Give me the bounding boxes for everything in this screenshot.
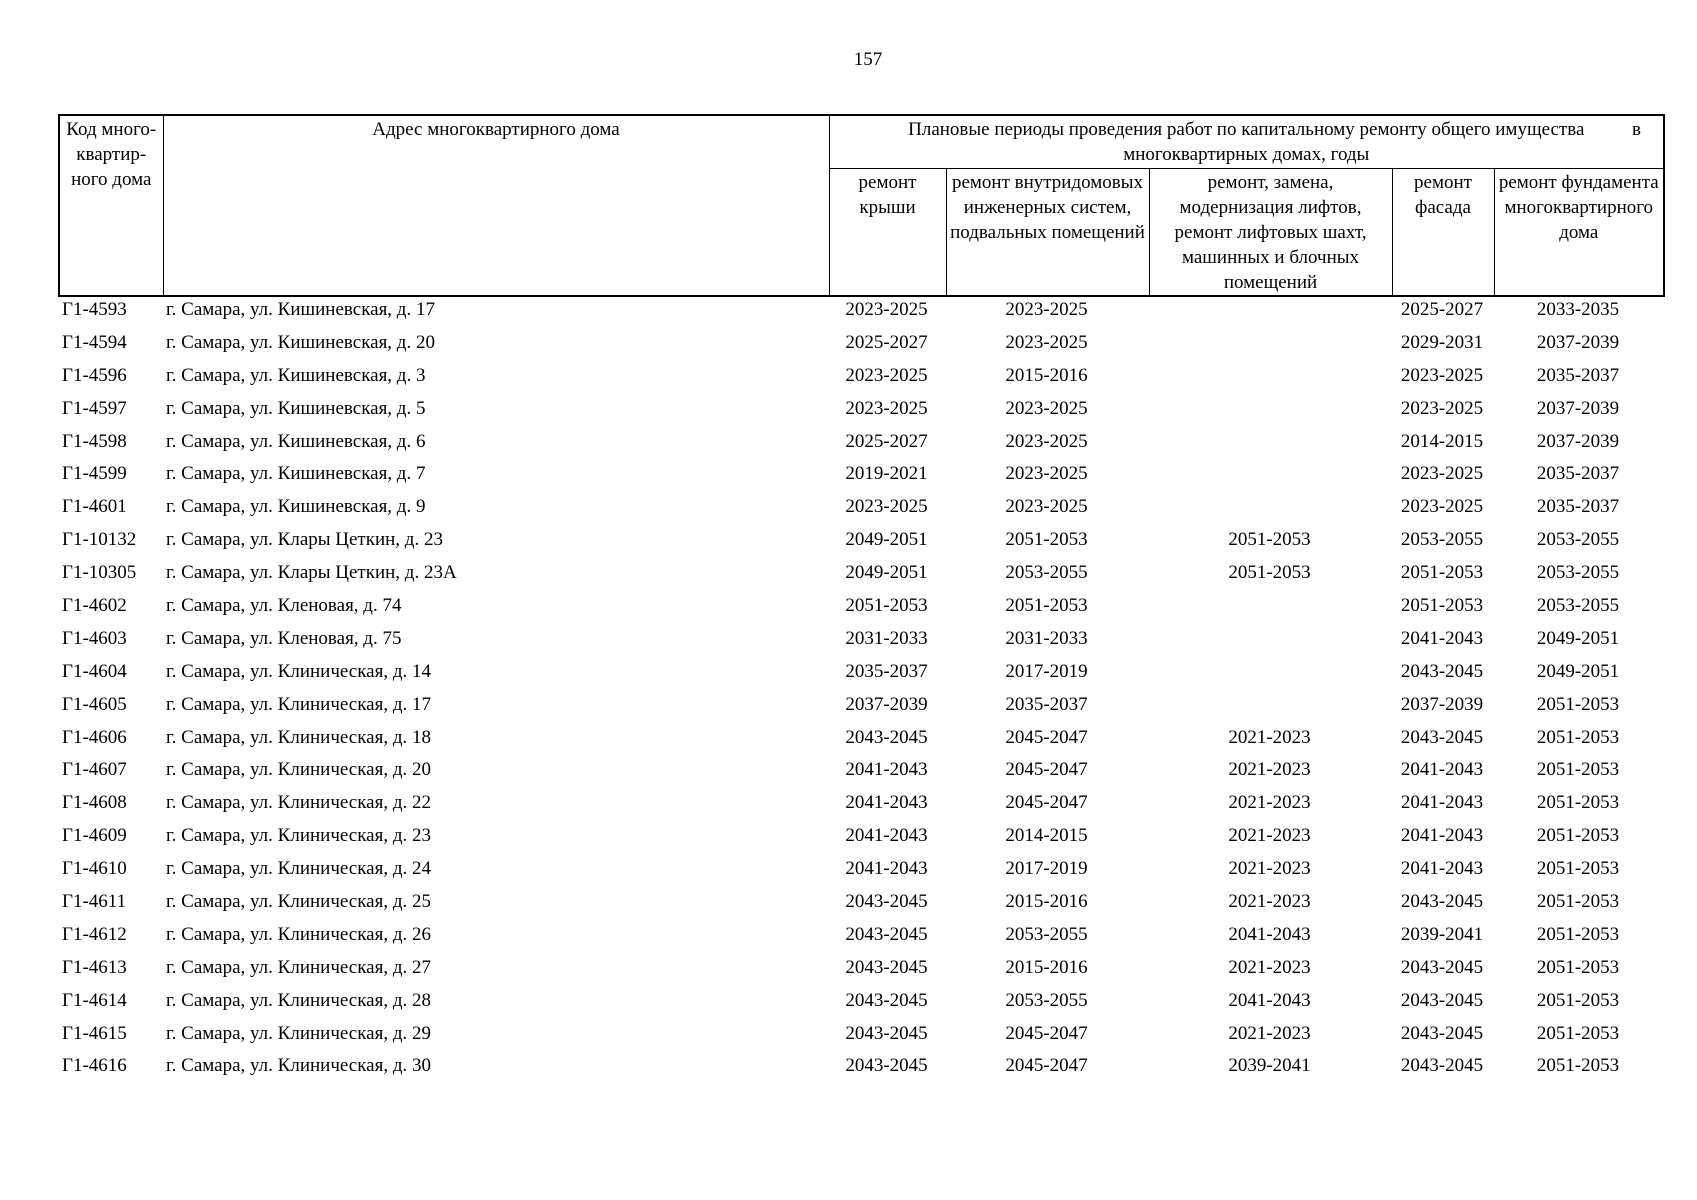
cell-facade: 2037-2039 [1400, 693, 1484, 715]
table-row [58, 557, 1663, 590]
header-roof: ремонт крыши [829, 168, 946, 296]
cell-engineering: 2023-2025 [1005, 430, 1088, 452]
cell-lift [1148, 327, 1391, 360]
cell-foundation: 2051-2053 [1536, 1055, 1620, 1077]
cell-lift [1148, 590, 1391, 623]
table-row [58, 722, 1663, 755]
cell-code: Г1-4605 [62, 693, 127, 715]
table-row [58, 590, 1663, 623]
cell-address: г. Самара, ул. Кишиневская, д. 6 [166, 430, 426, 452]
cell-code: Г1-4615 [62, 1022, 127, 1044]
cell-lift [1148, 360, 1391, 393]
table-row [58, 656, 1663, 689]
cell-foundation: 2035-2037 [1536, 463, 1620, 485]
cell-roof: 2049-2051 [845, 562, 928, 584]
table-header [58, 114, 1665, 297]
table-row [58, 360, 1663, 393]
table-row [58, 623, 1663, 656]
cell-facade: 2043-2045 [1400, 1055, 1484, 1077]
cell-engineering: 2045-2047 [1005, 1022, 1088, 1044]
cell-engineering: 2045-2047 [1005, 1055, 1088, 1077]
cell-address: г. Самара, ул. Кишиневская, д. 7 [166, 463, 426, 485]
cell-roof: 2037-2039 [845, 693, 928, 715]
cell-facade: 2041-2043 [1400, 759, 1484, 781]
cell-foundation: 2053-2055 [1536, 562, 1620, 584]
table-row [58, 985, 1663, 1018]
cell-roof: 2025-2027 [845, 331, 928, 353]
cell-lift: 2021-2023 [1228, 956, 1311, 978]
cell-roof: 2023-2025 [845, 397, 928, 419]
cell-facade: 2023-2025 [1400, 397, 1484, 419]
cell-lift: 2021-2023 [1228, 759, 1311, 781]
cell-lift [1148, 623, 1391, 656]
cell-address: г. Самара, ул. Клары Цеткин, д. 23А [166, 562, 457, 584]
cell-code: Г1-4597 [62, 397, 127, 419]
cell-engineering: 2035-2037 [1005, 693, 1088, 715]
header-facade: ремонт фасада [1392, 168, 1494, 296]
cell-code: Г1-4608 [62, 792, 127, 814]
cell-address: г. Самара, ул. Клиническая, д. 26 [166, 923, 431, 945]
cell-address: г. Самара, ул. Кишиневская, д. 9 [166, 496, 426, 518]
cell-foundation: 2033-2035 [1536, 299, 1620, 320]
cell-facade: 2041-2043 [1400, 792, 1484, 814]
header-lift: ремонт, замена, модернизация лифтов, ремонт лифтовых шахт, машинных и блочных помещений [1149, 168, 1392, 296]
cell-foundation: 2051-2053 [1536, 693, 1620, 715]
cell-foundation: 2051-2053 [1536, 858, 1620, 880]
cell-foundation: 2051-2053 [1536, 956, 1620, 978]
header-periods-title-line1: Плановые периоды проведения работ по капитальному ремонту общего имущества [908, 119, 1585, 140]
cell-code: Г1-4598 [62, 430, 127, 452]
table-row [58, 919, 1663, 952]
header-code: Код много-квартир-ного дома [59, 115, 163, 296]
cell-lift: 2051-2053 [1228, 562, 1311, 584]
cell-roof: 2023-2025 [845, 364, 928, 386]
cell-facade: 2041-2043 [1400, 627, 1484, 649]
header-periods-title [829, 115, 1664, 168]
cell-facade: 2025-2027 [1400, 299, 1484, 320]
table-body [58, 294, 1663, 1083]
cell-code: Г1-4606 [62, 726, 127, 748]
cell-foundation: 2049-2051 [1536, 660, 1620, 682]
table-row [58, 426, 1663, 459]
header-periods-title-line2: многоквартирных домах, годы [1123, 144, 1370, 165]
cell-roof: 2041-2043 [845, 759, 928, 781]
cell-roof: 2043-2045 [845, 1055, 928, 1077]
cell-foundation: 2051-2053 [1536, 792, 1620, 814]
table-row [58, 294, 1663, 327]
cell-foundation: 2035-2037 [1536, 364, 1620, 386]
cell-code: Г1-4596 [62, 364, 127, 386]
cell-engineering: 2023-2025 [1005, 331, 1088, 353]
cell-foundation: 2051-2053 [1536, 726, 1620, 748]
cell-address: г. Самара, ул. Клиническая, д. 24 [166, 858, 431, 880]
cell-facade: 2051-2053 [1400, 562, 1484, 584]
cell-code: Г1-10305 [62, 562, 137, 584]
cell-address: г. Самара, ул. Клиническая, д. 29 [166, 1022, 431, 1044]
cell-address: г. Самара, ул. Клиническая, д. 14 [166, 660, 431, 682]
cell-lift [1148, 656, 1391, 689]
page-number: 157 [853, 49, 883, 70]
cell-address: г. Самара, ул. Клиническая, д. 23 [166, 825, 431, 847]
cell-engineering: 2051-2053 [1005, 529, 1088, 551]
cell-facade: 2053-2055 [1400, 529, 1484, 551]
table-row [58, 1018, 1663, 1051]
header-engineering: ремонт внутридомовых инженерных систем, подвальных помещений [946, 168, 1149, 296]
table-row [58, 886, 1663, 919]
table-row [58, 491, 1663, 524]
cell-foundation: 2051-2053 [1536, 825, 1620, 847]
cell-lift [1148, 458, 1391, 491]
cell-engineering: 2053-2055 [1005, 562, 1088, 584]
cell-address: г. Самара, ул. Клиническая, д. 20 [166, 759, 431, 781]
cell-facade: 2023-2025 [1400, 364, 1484, 386]
cell-address: г. Самара, ул. Клиническая, д. 18 [166, 726, 431, 748]
table-row [58, 393, 1663, 426]
cell-lift [1148, 393, 1391, 426]
cell-lift [1148, 491, 1391, 524]
cell-roof: 2051-2053 [845, 595, 928, 617]
cell-engineering: 2031-2033 [1005, 627, 1088, 649]
cell-engineering: 2023-2025 [1005, 397, 1088, 419]
cell-facade: 2043-2045 [1400, 726, 1484, 748]
cell-roof: 2043-2045 [845, 923, 928, 945]
cell-engineering: 2015-2016 [1005, 891, 1088, 913]
cell-facade: 2023-2025 [1400, 496, 1484, 518]
cell-roof: 2043-2045 [845, 891, 928, 913]
cell-address: г. Самара, ул. Кленовая, д. 74 [166, 595, 402, 617]
cell-foundation: 2037-2039 [1536, 430, 1620, 452]
cell-facade: 2014-2015 [1400, 430, 1484, 452]
cell-code: Г1-4604 [62, 660, 127, 682]
cell-code: Г1-4614 [62, 989, 127, 1011]
cell-code: Г1-4599 [62, 463, 127, 485]
cell-code: Г1-4610 [62, 858, 127, 880]
table-row [58, 754, 1663, 787]
cell-foundation: 2051-2053 [1536, 989, 1620, 1011]
cell-facade: 2039-2041 [1400, 923, 1484, 945]
cell-facade: 2043-2045 [1400, 660, 1484, 682]
cell-code: Г1-4603 [62, 627, 127, 649]
cell-roof: 2043-2045 [845, 956, 928, 978]
cell-roof: 2041-2043 [845, 858, 928, 880]
cell-code: Г1-4609 [62, 825, 127, 847]
cell-foundation: 2053-2055 [1536, 595, 1620, 617]
cell-address: г. Самара, ул. Кишиневская, д. 20 [166, 331, 435, 353]
cell-facade: 2023-2025 [1400, 463, 1484, 485]
cell-foundation: 2051-2053 [1536, 759, 1620, 781]
cell-lift: 2041-2043 [1228, 989, 1311, 1011]
cell-lift [1148, 426, 1391, 459]
cell-address: г. Самара, ул. Клиническая, д. 30 [166, 1055, 431, 1077]
cell-address: г. Самара, ул. Кленовая, д. 75 [166, 627, 402, 649]
cell-address: г. Самара, ул. Кишиневская, д. 5 [166, 397, 426, 419]
cell-code: Г1-4594 [62, 331, 127, 353]
cell-roof: 2043-2045 [845, 989, 928, 1011]
cell-engineering: 2045-2047 [1005, 792, 1088, 814]
cell-roof: 2023-2025 [845, 496, 928, 518]
cell-engineering: 2015-2016 [1005, 956, 1088, 978]
cell-lift: 2039-2041 [1228, 1055, 1311, 1077]
cell-facade: 2043-2045 [1400, 989, 1484, 1011]
cell-engineering: 2014-2015 [1005, 825, 1088, 847]
cell-engineering: 2023-2025 [1005, 299, 1088, 320]
cell-lift: 2021-2023 [1228, 726, 1311, 748]
cell-lift: 2021-2023 [1228, 792, 1311, 814]
cell-foundation: 2051-2053 [1536, 1022, 1620, 1044]
cell-roof: 2043-2045 [845, 726, 928, 748]
cell-address: г. Самара, ул. Клиническая, д. 25 [166, 891, 431, 913]
cell-foundation: 2037-2039 [1536, 331, 1620, 353]
cell-lift: 2021-2023 [1228, 825, 1311, 847]
cell-lift: 2021-2023 [1228, 891, 1311, 913]
cell-lift: 2021-2023 [1228, 858, 1311, 880]
cell-code: Г1-4607 [62, 759, 127, 781]
cell-code: Г1-4613 [62, 956, 127, 978]
cell-code: Г1-4616 [62, 1055, 127, 1077]
cell-foundation: 2035-2037 [1536, 496, 1620, 518]
cell-roof: 2025-2027 [845, 430, 928, 452]
cell-address: г. Самара, ул. Клиническая, д. 27 [166, 956, 431, 978]
cell-facade: 2051-2053 [1400, 595, 1484, 617]
table-row [58, 689, 1663, 722]
cell-code: Г1-10132 [62, 529, 137, 551]
cell-code: Г1-4611 [62, 891, 127, 913]
cell-facade: 2043-2045 [1400, 1022, 1484, 1044]
cell-roof: 2035-2037 [845, 660, 928, 682]
cell-engineering: 2017-2019 [1005, 858, 1088, 880]
cell-engineering: 2051-2053 [1005, 595, 1088, 617]
cell-address: г. Самара, ул. Клиническая, д. 22 [166, 792, 431, 814]
cell-address: г. Самара, ул. Кишиневская, д. 3 [166, 364, 426, 386]
table-row [58, 853, 1663, 886]
table-row [58, 524, 1663, 557]
cell-facade: 2041-2043 [1400, 858, 1484, 880]
cell-code: Г1-4602 [62, 595, 127, 617]
cell-facade: 2043-2045 [1400, 956, 1484, 978]
cell-code: Г1-4612 [62, 923, 127, 945]
cell-foundation: 2049-2051 [1536, 627, 1620, 649]
cell-foundation: 2037-2039 [1536, 397, 1620, 419]
cell-foundation: 2051-2053 [1536, 891, 1620, 913]
cell-roof: 2019-2021 [845, 463, 928, 485]
cell-roof: 2023-2025 [845, 299, 928, 320]
cell-facade: 2041-2043 [1400, 825, 1484, 847]
cell-roof: 2031-2033 [845, 627, 928, 649]
cell-code: Г1-4593 [62, 299, 127, 320]
cell-code: Г1-4601 [62, 496, 127, 518]
table-row [58, 458, 1663, 491]
header-address: Адрес многоквартирного дома [163, 115, 829, 296]
cell-facade: 2043-2045 [1400, 891, 1484, 913]
cell-engineering: 2017-2019 [1005, 660, 1088, 682]
cell-lift: 2021-2023 [1228, 1022, 1311, 1044]
cell-engineering: 2053-2055 [1005, 923, 1088, 945]
cell-engineering: 2053-2055 [1005, 989, 1088, 1011]
cell-lift [1148, 294, 1391, 327]
cell-engineering: 2023-2025 [1005, 463, 1088, 485]
header-periods-title-tail: в [1632, 119, 1642, 140]
cell-lift [1148, 689, 1391, 722]
cell-roof: 2041-2043 [845, 792, 928, 814]
cell-engineering: 2023-2025 [1005, 496, 1088, 518]
cell-engineering: 2015-2016 [1005, 364, 1088, 386]
cell-roof: 2041-2043 [845, 825, 928, 847]
cell-facade: 2029-2031 [1400, 331, 1484, 353]
cell-engineering: 2045-2047 [1005, 726, 1088, 748]
cell-roof: 2049-2051 [845, 529, 928, 551]
cell-foundation: 2051-2053 [1536, 923, 1620, 945]
cell-address: г. Самара, ул. Клары Цеткин, д. 23 [166, 529, 443, 551]
cell-address: г. Самара, ул. Кишиневская, д. 17 [166, 299, 435, 320]
table-row [58, 820, 1663, 853]
table-row [58, 327, 1663, 360]
cell-lift: 2051-2053 [1228, 529, 1311, 551]
cell-lift: 2041-2043 [1228, 923, 1311, 945]
cell-address: г. Самара, ул. Клиническая, д. 17 [166, 693, 431, 715]
table-row [58, 1050, 1663, 1083]
cell-foundation: 2053-2055 [1536, 529, 1620, 551]
table-row [58, 952, 1663, 985]
cell-engineering: 2045-2047 [1005, 759, 1088, 781]
table-row [58, 787, 1663, 820]
cell-address: г. Самара, ул. Клиническая, д. 28 [166, 989, 431, 1011]
cell-roof: 2043-2045 [845, 1022, 928, 1044]
header-foundation: ремонт фундамента многоквартирного дома [1494, 168, 1664, 296]
